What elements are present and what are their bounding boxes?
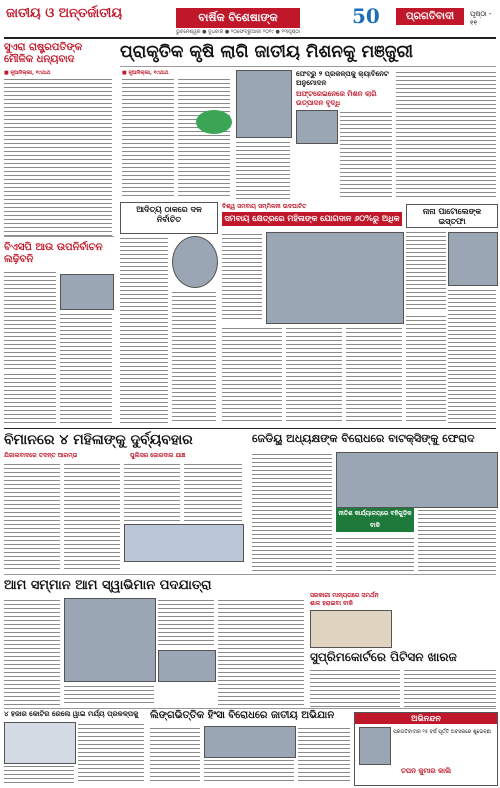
article-body: [406, 230, 446, 310]
padayatra-photo: [64, 598, 156, 682]
section-title: ଜାତୀୟ ଓ ଅନ୍ତର୍ଜାତୀୟ: [6, 6, 123, 21]
ad-portrait-1: [359, 727, 391, 765]
article-body: [310, 668, 400, 708]
aaditya-box: [120, 202, 218, 234]
headline-left2: ବିଏସପି ଆଉ ଉପନିର୍ବାଚନ ଲଢ଼ିବନି: [4, 242, 103, 265]
page-number: ପୃଷ୍ଠା - ୧୧: [470, 10, 492, 27]
plane-subhead-1: ଯିଜାଲବାଦରେ ତଦନ୍ତ ଆରମ୍ଭ: [4, 452, 78, 459]
green-logo-badge: [196, 110, 232, 134]
divider: [4, 708, 496, 709]
article-body: [60, 312, 112, 424]
article-body: [346, 326, 402, 424]
headline-nana: ନାନା ପାଟୋଲେଙ୍କ ଇସ୍ତଫା: [422, 207, 482, 226]
article-body: [218, 598, 304, 706]
article-body: [204, 758, 294, 784]
headline-supreme: ସୁପ୍ରିମକୋର୍ଟରେ ପିଟିସନ ଖାରଜ: [310, 650, 457, 664]
article-body: [4, 598, 60, 706]
airplane-photo: [124, 524, 244, 562]
ad-message-1: ପ୍ରଗତିବାଦୀର ୨୫ ବର୍ଷ ପୂର୍ତ୍ତି ଅବସରରେ ଶୁଭେଚ୍ଛା: [393, 729, 492, 735]
headline-mumbai: ୪ ହଜାର କୋଟିର ରେଲେ ୱାଇ ମର୍ଯ୍ୟ ପ୍ରକଳ୍ପକୁ: [4, 710, 139, 718]
newspaper-brand: ପ୍ରଗତିବାଦୀ: [396, 8, 464, 25]
special-edition-badge: ବାର୍ଷିକ ବିଶେଷାଙ୍କ: [176, 8, 300, 28]
jdu-photo: [336, 452, 498, 508]
nana-box: [406, 204, 498, 228]
divider: [120, 66, 496, 67]
masthead: [0, 0, 500, 36]
headline-plane: ବିମାନରେ ୪ ମହିଳାଙ୍କୁ ଦୁର୍ବ୍ୟବହାର: [4, 432, 193, 448]
article-body: [150, 726, 200, 784]
article-body: [252, 452, 332, 572]
ad-box-1: [354, 712, 498, 786]
article-body: [406, 314, 446, 424]
article-body: [122, 77, 174, 197]
article-body: [78, 722, 144, 784]
article-body: [448, 288, 496, 424]
ad-name-1: ତପନ କୁମାର କାଲି: [400, 767, 452, 775]
article-body: [120, 236, 168, 424]
mayawati-photo: [60, 274, 114, 310]
supreme-kicker: ସରକାରୀ ମାନ୍ୟତାରେ ସମର୍ଥନ ଶାଳ ହରାଇବା ବାକି: [310, 592, 379, 607]
article-body: [4, 462, 60, 570]
article-body: [4, 764, 74, 784]
photo: [158, 650, 216, 682]
photo: [296, 110, 338, 144]
jdu-caption: ନୀତିଶ କାର୍ଯ୍ୟାଳୟରେ ବହିଗୁଡ଼ିକ ବାକି: [336, 508, 414, 532]
headline-gender: ଲିଙ୍ଗଭିତ୍ତିକ ହିଂସା ବିରୋଧରେ ଜାତୀୟ ଅଭିଯାନ: [150, 710, 335, 721]
headline-cooperative: ସମବାୟ କ୍ଷେତ୍ରରେ ମହିଳାଙ୍କ ଯୋଗଦାନ ୬୦%ରୁ ଅଧିକ: [222, 212, 402, 226]
article-body: [340, 110, 392, 200]
map-photo: [4, 722, 76, 764]
main-headline: ପ୍ରାକୃତିକ କୃଷି ଲାଗି ଜାତୀୟ ମିଶନକୁ ମଞ୍ଜୁରୀ: [120, 42, 414, 62]
anniversary-logo: 50: [352, 4, 380, 28]
article-body: [64, 462, 120, 570]
cooperative-photo: [266, 232, 404, 324]
divider: [4, 428, 496, 429]
article-body: [404, 668, 496, 708]
byline: ■ ନୂଆଦିଲ୍ଲୀ, ୧୯ାଥାଥ: [122, 70, 169, 76]
article-body: [236, 140, 290, 200]
article-body: [286, 326, 342, 424]
gender-event-photo: [204, 726, 296, 758]
ad-heading: ଅଭିନନ୍ଦନ: [355, 713, 497, 724]
article-body: [336, 536, 414, 572]
plane-subhead-2: ପୁଲିସର ଜୋରଦାର ଯାଞ୍ଚ: [130, 452, 186, 459]
byline: ■ ନୂଆଦିଲ୍ଲୀ, ୧୯ାଥାଥ: [4, 70, 51, 76]
article-body: [158, 598, 214, 648]
article-body: [298, 726, 350, 784]
article-body: [4, 77, 112, 237]
headline-right1: ଫେବ୍ରୁ ୨ ପ୍ରକଳ୍ପକୁ କ୍ୟାବିନେଟ ଅନୁମୋଦନ: [296, 70, 389, 87]
headline-right1b: ଅଫ୍ଟରେଇନେରେ ମିଶନ ଲାଗି ଉତ୍ପାଦନ ବୃଦ୍ଧି: [296, 90, 377, 107]
article-body: [178, 77, 230, 197]
article-body: [396, 70, 496, 200]
article-body: [222, 326, 282, 424]
headline-jdu: ଜେଡିୟୁ ଅଧ୍ୟକ୍ଷଙ୍କ ବିରୋଧରେ ବାଟକ୍ସିଙ୍କୁ ଫେରାଦ: [252, 432, 475, 445]
article-body: [124, 462, 180, 522]
masthead-rule: [4, 37, 496, 39]
article-body: [4, 372, 56, 424]
headline-padayatra: ଆମ ସମ୍ମାନ ଆମ ସ୍ୱାଭିମାନ ପଦଯାତ୍ରା: [4, 578, 212, 593]
divider: [4, 574, 496, 575]
article-body: [172, 290, 216, 424]
article-body: [4, 270, 56, 370]
article-body: [64, 684, 154, 706]
divider: [4, 236, 114, 237]
aaditya-photo: [172, 236, 218, 288]
article-body: [184, 462, 242, 522]
headline-aaditya: ଆଦିତ୍ୟ ଠାକରେ ଦଳ ନିର୍ବାଚିତ: [136, 205, 202, 224]
headline-left1: ସୁଏରା ରାଷ୍ଟ୍ରପତିଙ୍କ ମୌଳିକ ଧନ୍ୟବାଦ: [4, 42, 83, 65]
dateline: ଭୁବନେଶ୍ୱର ● ବୁଧବାର ● ୨୦ଫେବ୍ରୁଆରୀ ୨୦୧୯ ● ୧୩ପୃଷ୍ଠା: [176, 29, 300, 35]
patole-photo: [448, 232, 498, 286]
article-body: [222, 232, 262, 322]
cooperative-kicker: ବିଶ୍ୱ ସମବାୟ ସମ୍ମିଳନୀ ଉଦଘାଟିତ: [222, 203, 307, 210]
article-body: [418, 508, 496, 572]
minister-photo: [236, 70, 292, 138]
document-photo: [310, 610, 392, 648]
